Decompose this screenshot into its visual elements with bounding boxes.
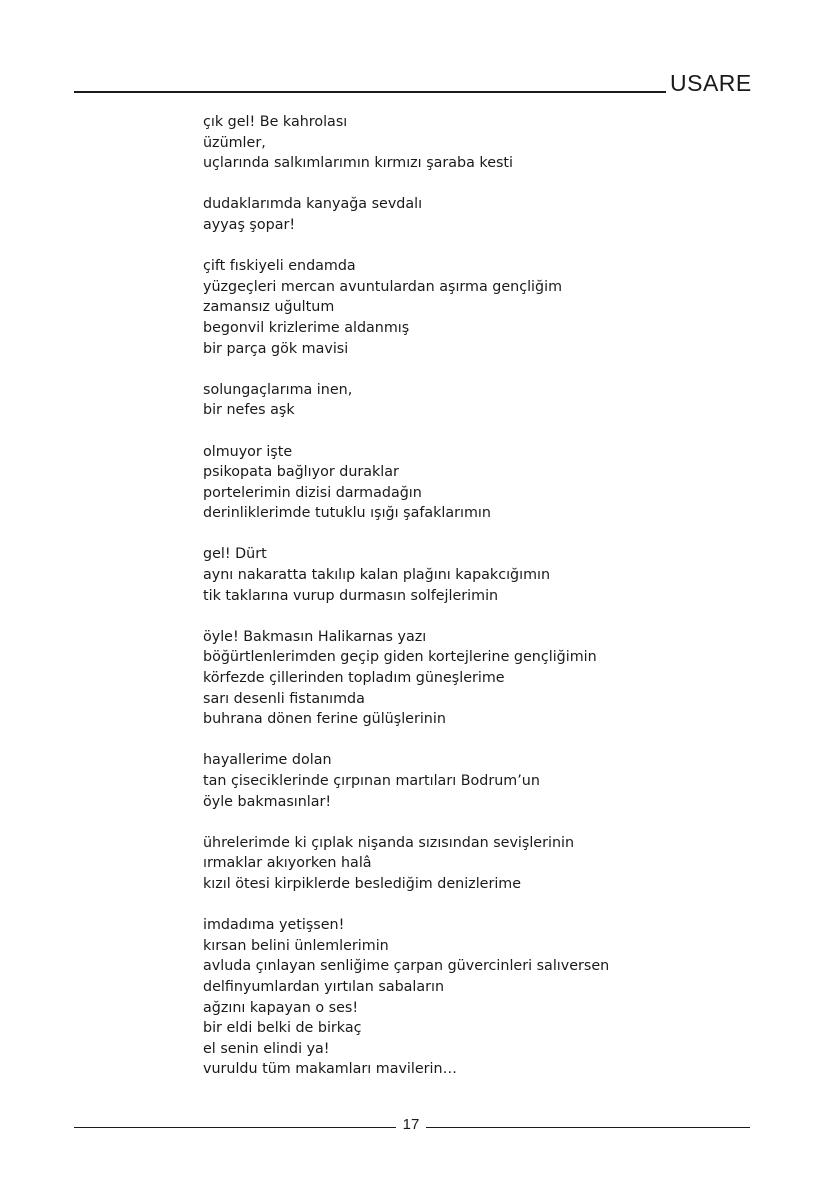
poem-line: ührelerimde ki çıplak nişanda sızısından sevişlerinin xyxy=(203,834,575,851)
header-rule xyxy=(74,91,666,93)
poem-line: portelerimin dizisi darmadağın xyxy=(203,484,422,501)
poem-line: çık gel! Be kahrolası xyxy=(203,114,348,130)
poem-line: yüzgeçleri mercan avuntulardan aşırma gençliğim xyxy=(203,278,562,295)
poem-line: sarı desenli fistanımda xyxy=(203,690,365,707)
poem-line: tik taklarına vurup durmasın solfejlerimin xyxy=(203,587,499,604)
poem-stanza xyxy=(203,194,763,235)
poem-line: bir parça gök mavisi xyxy=(203,340,349,357)
poem-line: çift fıskiyeli endamda xyxy=(203,258,356,275)
poem-line: uçlarında salkımlarımın kırmızı şaraba kesti xyxy=(203,155,514,172)
poem-line: delfinyumlardan yırtılan sabaların xyxy=(203,978,445,995)
poem-line: aynı nakaratta takılıp kalan plağını kapakcığımın xyxy=(203,567,551,584)
poem-line: el senin elindi ya! xyxy=(203,1040,330,1057)
poem-line: hayallerime dolan xyxy=(203,752,332,769)
running-header-title: USARE xyxy=(670,70,752,96)
poem-body xyxy=(203,112,763,1101)
poem-line: körfezde çillerinden topladım güneşlerime xyxy=(203,670,505,687)
poem-line: böğürtlenlerimden geçip giden kortejlerine gençliğimin xyxy=(203,649,597,666)
poem-line: gel! Dürt xyxy=(203,546,267,563)
poem-stanza xyxy=(203,833,763,895)
poem-line: zamansız uğultum xyxy=(203,299,335,316)
poem-line: begonvil krizlerime aldanmış xyxy=(203,319,410,336)
poem-stanza xyxy=(203,544,763,606)
poem-line: vuruldu tüm makamları mavilerin… xyxy=(203,1061,457,1078)
poem-line: ırmaklar akıyorken halâ xyxy=(203,855,372,872)
poem-line: derinliklerimde tutuklu ışığı şafaklarımın xyxy=(203,505,491,522)
footer-rule-right xyxy=(426,1127,750,1128)
footer-rule-left xyxy=(74,1127,396,1128)
poem-stanza xyxy=(203,750,763,812)
poem-line: buhrana dönen ferine gülüşlerinin xyxy=(203,711,446,728)
poem-line: psikopata bağlıyor duraklar xyxy=(203,464,399,481)
poem-line: ayyaş şopar! xyxy=(203,216,296,233)
page-number: 17 xyxy=(402,1116,420,1133)
poem-line: dudaklarımda kanyağa sevdalı xyxy=(203,196,423,213)
poem-line: öyle! Bakmasın Halikarnas yazı xyxy=(203,628,427,645)
poem-stanza xyxy=(203,915,763,1080)
poem-stanza xyxy=(203,442,763,524)
poem-line: solungaçlarıma inen, xyxy=(203,381,353,398)
poem-line: bir nefes aşk xyxy=(203,402,295,419)
poem-line: bir eldi belki de birkaç xyxy=(203,1020,362,1037)
poem-line: ağzını kapayan o ses! xyxy=(203,999,359,1016)
poem-stanza xyxy=(203,256,763,359)
poem-stanza xyxy=(203,380,763,421)
poem-line: kırsan belini ünlemlerimin xyxy=(203,937,389,954)
poem-stanza xyxy=(203,112,763,174)
poem-line: olmuyor işte xyxy=(203,443,293,460)
poem-line: öyle bakmasınlar! xyxy=(203,793,332,810)
poem-stanza xyxy=(203,627,763,730)
poem-line: imdadıma yetişsen! xyxy=(203,917,345,934)
poem-line: tan çiseciklerinde çırpınan martıları Bodrum’un xyxy=(203,773,540,789)
poem-line: kızıl ötesi kirpiklerde beslediğim denizlerime xyxy=(203,875,522,892)
poem-line: avluda çınlayan senliğime çarpan güvercinleri salıversen xyxy=(203,958,610,975)
poem-line: üzümler, xyxy=(203,134,266,151)
